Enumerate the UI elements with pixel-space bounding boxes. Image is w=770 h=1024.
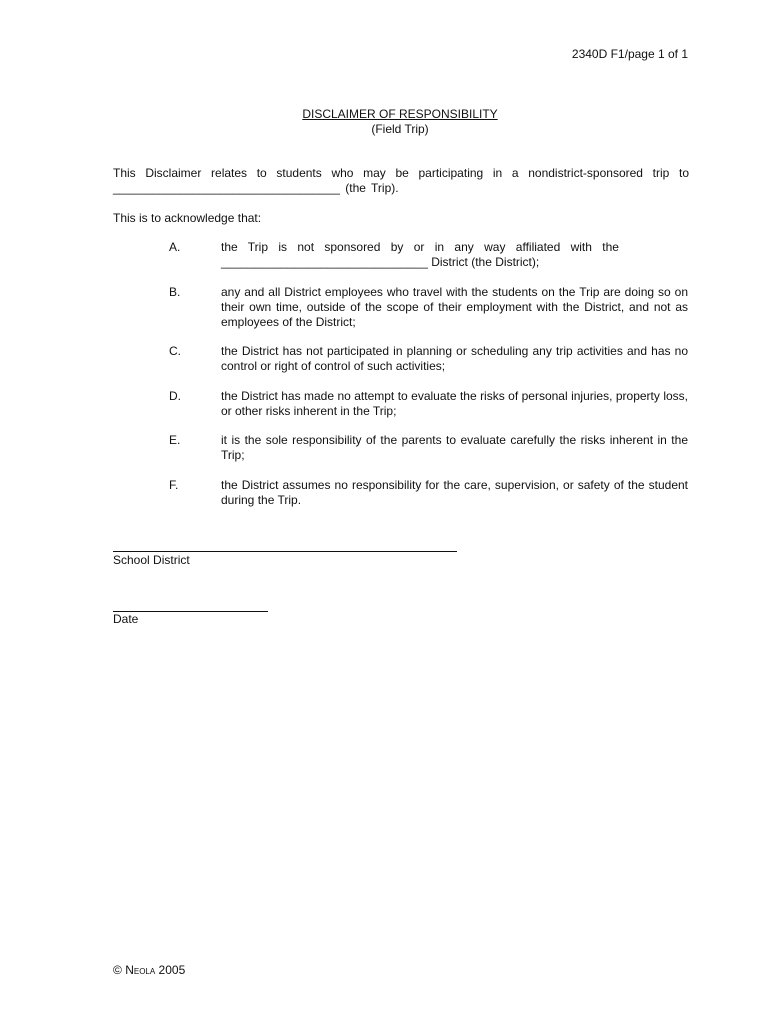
page-number: 2340D F1/page 1 of 1 bbox=[571, 47, 688, 61]
district-blank: _______________________________ bbox=[221, 255, 428, 269]
item-text: the District assumes no responsibility for the care, supervision, or safety of the student during the Trip. bbox=[221, 478, 688, 507]
school-district-label: School District bbox=[113, 553, 190, 567]
item-letter: D. bbox=[169, 389, 181, 403]
copyright-year: 2005 bbox=[158, 963, 186, 977]
item-letter: B. bbox=[169, 285, 181, 299]
item-text: the District has made no attempt to evaluate the risks of personal injuries, property loss, or other risks inherent in the Trip; bbox=[221, 389, 688, 418]
document-subtitle: (Field Trip) bbox=[371, 122, 429, 136]
document-title: DISCLAIMER OF RESPONSIBILITY bbox=[302, 107, 498, 121]
trip-blank: __________________________________ bbox=[113, 181, 340, 195]
title-block bbox=[0, 107, 770, 137]
acknowledge-text: This is to acknowledge that: bbox=[113, 211, 262, 225]
item-letter: A. bbox=[169, 240, 181, 254]
item-letter: C. bbox=[169, 344, 181, 358]
item-text: any and all District employees who travel with the students on the Trip are doing so on their own time, outside of the scope of their employment with the District, and not as employees of the District; bbox=[221, 285, 688, 329]
intro-paragraph bbox=[113, 166, 689, 196]
item-line-end: District (the District); bbox=[427, 255, 540, 269]
item-text bbox=[221, 240, 688, 270]
item-letter: F. bbox=[169, 478, 179, 492]
school-district-signature-line bbox=[113, 551, 457, 552]
item-line: the Trip is not sponsored by or in any way affiliated with the bbox=[221, 240, 619, 254]
copyright-org: Neola bbox=[125, 963, 156, 977]
item-line-2 bbox=[221, 255, 688, 270]
copyright-symbol: © bbox=[113, 963, 122, 977]
item-text: it is the sole responsibility of the parents to evaluate carefully the risks inherent in the Trip; bbox=[221, 433, 688, 462]
intro-text: This Disclaimer relates to students who may be participating in a nondistrict-sponsored trip to bbox=[113, 166, 689, 180]
item-letter: E. bbox=[169, 433, 181, 447]
copyright-footer bbox=[113, 963, 185, 978]
intro-text-end: (the Trip). bbox=[339, 181, 399, 195]
item-text: the District has not participated in planning or scheduling any trip activities and has no control or right of control of such activities; bbox=[221, 344, 688, 373]
date-label: Date bbox=[113, 612, 139, 626]
